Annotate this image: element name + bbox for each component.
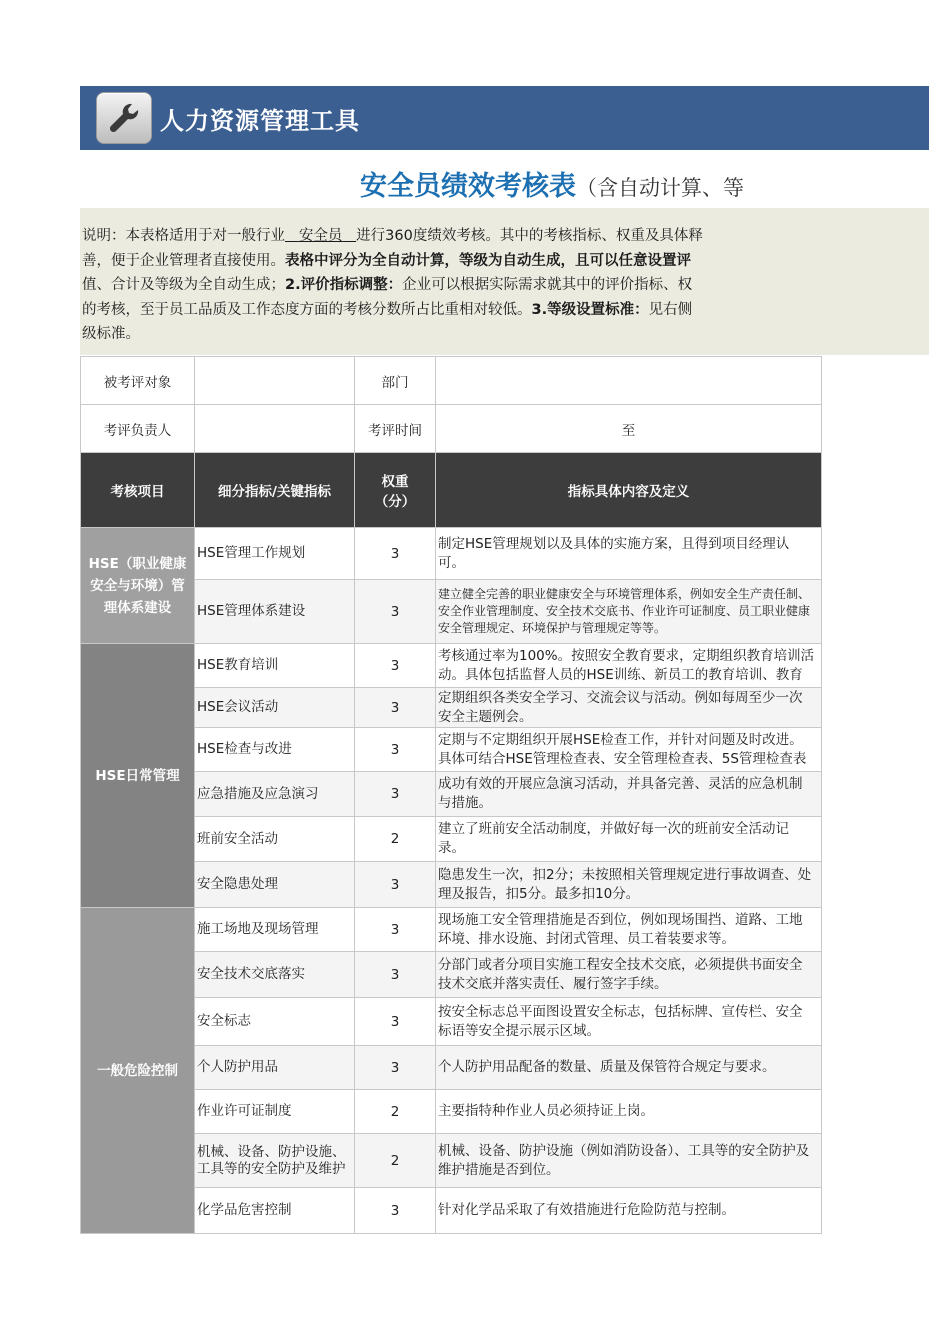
header-bar bbox=[80, 86, 929, 150]
col-weight-line1: 权重 bbox=[381, 474, 409, 490]
definition-text: 定期组织各类安全学习、交流会议与活动。例如每周至少一次安全主题例会。 bbox=[438, 689, 803, 725]
indicator-cell: 应急措施及应急演习 bbox=[195, 772, 355, 817]
weight-cell: 3 bbox=[355, 998, 436, 1046]
weight-cell: 3 bbox=[355, 1188, 436, 1234]
weight-cell: 3 bbox=[355, 1046, 436, 1090]
indicator-cell: 班前安全活动 bbox=[195, 817, 355, 862]
title-sub: （含自动计算、等 bbox=[576, 176, 744, 200]
category-cell: HSE日常管理 bbox=[81, 644, 195, 908]
col-indicator: 细分指标/关键指标 bbox=[195, 453, 355, 528]
definition-cell: 机械、设备、防护设施（例如消防设备）、工具等的安全防护及维护措施是否到位。 bbox=[436, 1134, 822, 1188]
desc-part: 级标准。 bbox=[82, 326, 140, 342]
definition-cell: 针对化学品采取了有效措施进行危险防范与控制。 bbox=[436, 1188, 822, 1234]
desc-bold: 3.等级设置标准： bbox=[531, 301, 649, 318]
indicator-cell: 个人防护用品 bbox=[195, 1046, 355, 1090]
desc-part: 善，便于企业管理者直接使用。 bbox=[82, 252, 285, 269]
indicator-cell: HSE会议活动 bbox=[195, 688, 355, 728]
table-row bbox=[81, 644, 822, 688]
indicator-cell: 化学品危害控制 bbox=[195, 1188, 355, 1234]
time-value[interactable]: 至 bbox=[436, 405, 822, 453]
owner-value[interactable] bbox=[195, 405, 355, 453]
weight-cell: 2 bbox=[355, 1090, 436, 1134]
title-main: 安全员绩效考核表 bbox=[360, 171, 576, 202]
dept-value[interactable] bbox=[436, 357, 822, 405]
indicator-cell: 施工场地及现场管理 bbox=[195, 908, 355, 952]
weight-cell: 2 bbox=[355, 1134, 436, 1188]
indicator-cell: HSE管理体系建设 bbox=[195, 580, 355, 644]
table-row bbox=[81, 528, 822, 580]
definition-cell: 建立了班前安全活动制度，并做好每一次的班前安全活动记录。 bbox=[436, 817, 822, 862]
definition-text: 考核通过率为100%。按照安全教育要求，定期组织教育培训活动。具体包括监督人员的HSE训练、新员工的教育培训、教育 bbox=[438, 647, 815, 683]
desc-part: 的考核，至于员工品质及工作态度方面的考核分数所占比重相对较低。 bbox=[82, 301, 532, 318]
definition-cell: 个人防护用品配备的数量、质量及保管符合规定与要求。 bbox=[436, 1046, 822, 1090]
definition-cell: 隐患发生一次，扣2分；未按照相关管理规定进行事故调查、处理及报告，扣5分。最多扣10分。 bbox=[436, 862, 822, 908]
weight-cell: 2 bbox=[355, 817, 436, 862]
indicator-cell: HSE管理工作规划 bbox=[195, 528, 355, 580]
definition-cell: 主要指特种作业人员必须持证上岗。 bbox=[436, 1090, 822, 1134]
dept-label: 部门 bbox=[355, 357, 436, 405]
desc-part: 说明：本表格适用于对一般行业 bbox=[82, 228, 285, 244]
indicator-cell: HSE教育培训 bbox=[195, 644, 355, 688]
indicator-cell: HSE检查与改进 bbox=[195, 728, 355, 772]
description-text bbox=[82, 224, 820, 354]
definition-cell: 制定HSE管理规划以及具体的实施方案，且得到项目经理认可。 bbox=[436, 528, 822, 580]
desc-part: 见右侧 bbox=[648, 301, 693, 318]
definition-cell bbox=[436, 728, 822, 772]
desc-part: 值、合计及等级为全自动生成； bbox=[82, 277, 285, 293]
desc-role: 安全员 bbox=[298, 228, 343, 244]
desc-part: 进行360度绩效考核。其中的考核指标、权重及具体释 bbox=[356, 228, 703, 244]
definition-text: 定期与不定期组织开展HSE检查工作，并针对问题及时改进。具体可结合HSE管理检查表、安全管理检查表、5S管理检查表 bbox=[438, 731, 807, 767]
desc-bold: 表格中评分为全自动计算，等级为自动生成，且可以任意设置评 bbox=[285, 252, 691, 269]
subject-value[interactable] bbox=[195, 357, 355, 405]
col-category: 考核项目 bbox=[81, 453, 195, 528]
col-weight-line2: （分） bbox=[374, 494, 416, 510]
definition-cell: 现场施工安全管理措施是否到位，例如现场围挡、道路、工地环境、排水设施、封闭式管理、员工着装要求等。 bbox=[436, 908, 822, 952]
column-header-row bbox=[81, 453, 822, 528]
info-row-owner bbox=[81, 405, 822, 453]
definition-cell: 分部门或者分项目实施工程安全技术交底，必须提供书面安全技术交底并落实责任、履行签字手续。 bbox=[436, 952, 822, 998]
definition-cell bbox=[436, 688, 822, 728]
col-weight bbox=[355, 453, 436, 528]
weight-cell: 3 bbox=[355, 528, 436, 580]
category-cell: HSE（职业健康安全与环境）管理体系建设 bbox=[81, 528, 195, 644]
weight-cell: 3 bbox=[355, 728, 436, 772]
desc-bold: 2.评价指标调整： bbox=[285, 277, 403, 293]
desc-part: 企业可以根据实际需求就其中的评价指标、权 bbox=[402, 277, 693, 293]
subject-label: 被考评对象 bbox=[81, 357, 195, 405]
indicator-cell: 机械、设备、防护设施、工具等的安全防护及维护 bbox=[195, 1134, 355, 1188]
indicator-cell: 作业许可证制度 bbox=[195, 1090, 355, 1134]
weight-cell: 3 bbox=[355, 952, 436, 998]
definition-cell: 成功有效的开展应急演习活动，并具备完善、灵活的应急机制与措施。 bbox=[436, 772, 822, 817]
weight-cell: 3 bbox=[355, 580, 436, 644]
definition-cell bbox=[436, 580, 822, 644]
indicator-cell: 安全隐患处理 bbox=[195, 862, 355, 908]
definition-cell bbox=[436, 644, 822, 688]
table-row bbox=[81, 908, 822, 952]
owner-label: 考评负责人 bbox=[81, 405, 195, 453]
time-label: 考评时间 bbox=[355, 405, 436, 453]
weight-cell: 3 bbox=[355, 644, 436, 688]
weight-cell: 3 bbox=[355, 862, 436, 908]
evaluation-table bbox=[80, 356, 822, 1234]
indicator-cell: 安全技术交底落实 bbox=[195, 952, 355, 998]
weight-cell: 3 bbox=[355, 688, 436, 728]
category-cell: 一般危险控制 bbox=[81, 908, 195, 1234]
weight-cell: 3 bbox=[355, 772, 436, 817]
wrench-icon bbox=[96, 92, 152, 144]
definition-cell: 按安全标志总平面图设置安全标志，包括标牌、宣传栏、安全标语等安全提示展示区域。 bbox=[436, 998, 822, 1046]
indicator-cell: 安全标志 bbox=[195, 998, 355, 1046]
info-row-subject bbox=[81, 357, 822, 405]
document-title bbox=[360, 164, 830, 204]
weight-cell: 3 bbox=[355, 908, 436, 952]
role-underlined bbox=[285, 228, 356, 244]
description-box bbox=[80, 208, 929, 355]
definition-text: 建立健全完善的职业健康安全与环境管理体系，例如安全生产责任制、安全作业管理制度、安全技术交底书、作业许可证制度、员工职业健康安全管理规定、环境保护与管理规定等等。 bbox=[438, 586, 811, 635]
app-title: 人力资源管理工具 bbox=[160, 106, 360, 135]
col-definition: 指标具体内容及定义 bbox=[436, 453, 822, 528]
